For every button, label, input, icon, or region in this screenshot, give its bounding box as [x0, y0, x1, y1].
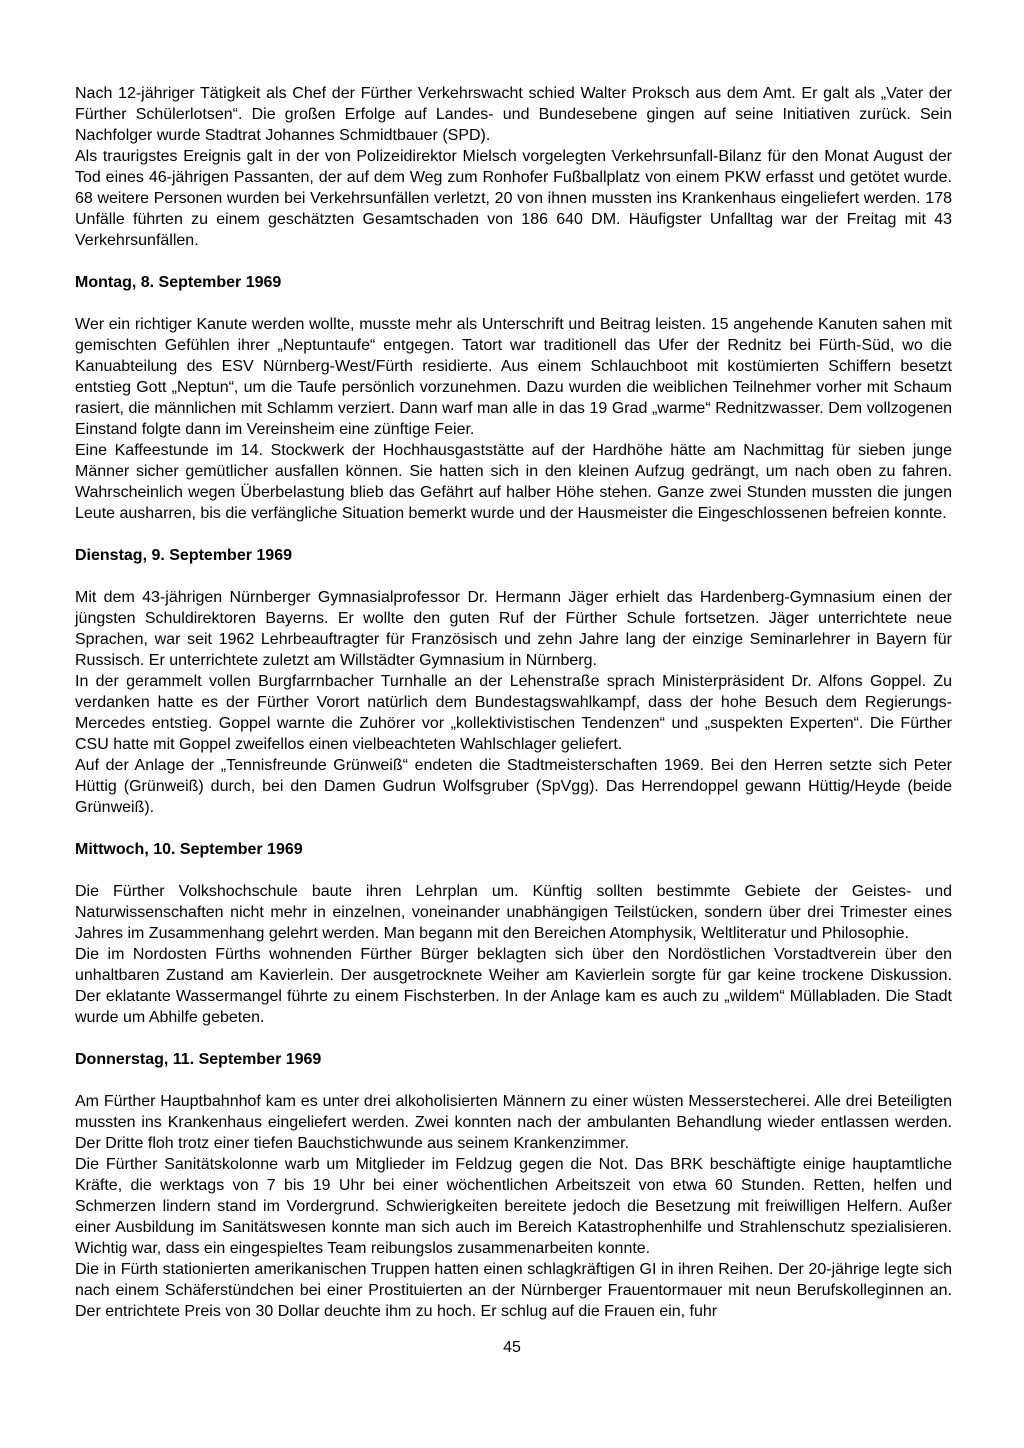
section-heading-montag: Montag, 8. September 1969 — [75, 274, 282, 291]
section-heading-donnerstag: Donnerstag, 11. September 1969 — [75, 1051, 322, 1068]
section-heading-mittwoch: Mittwoch, 10. September 1969 — [75, 841, 303, 858]
document-body — [75, 83, 952, 1322]
paragraph-volkshochschule: Die Fürther Volkshochschule baute ihren Lehrplan um. Künftig sollten bestimmte Gebiete der Geistes- und Naturwissenschaften nicht mehr in einzelnen, voneinander unabhängigen Teilstücken, sondern über drei Trimester eines Jahres im Zusammenhang gelehrt werden. Man begann mit den Bereichen Atomphysik, Weltliteratur und Philosophie. — [75, 883, 952, 942]
section-heading-dienstag: Dienstag, 9. September 1969 — [75, 547, 292, 564]
intro-paragraph-unfallbilanz: Als traurigstes Ereignis galt in der von Polizeidirektor Mielsch vorgelegten Verkehrsunfall-Bilanz für den Monat August der Tod eines 46-jährigen Passanten, der auf dem Weg zum Ronhofer Fußballplatz von einem PKW erfasst und getötet wurde. 68 weitere Personen wurden bei Verkehrsunfällen verletzt, 20 von ihnen mussten ins Krankenhaus eingeliefert werden. 178 Unfälle führten zu einem geschätzten Gesamtschaden von 186 640 DM. Häufigster Unfalltag war der Freitag mit 43 Verkehrsunfällen. — [75, 148, 952, 249]
paragraph-kavierlein: Die im Nordosten Fürths wohnenden Fürther Bürger beklagten sich über den Nordöstlichen Vorstadtverein über den unhaltbaren Zustand am Kavierlein. Der ausgetrocknete Weiher am Kavierlein sorgte für gar keine trockene Diskussion. Der eklatante Wassermangel führte zu einem Fischsterben. In der Anlage kam es auch zu „wildem“ Müllabladen. Die Stadt wurde um Abhilfe gebeten. — [75, 946, 952, 1026]
paragraph-gymnasium: Mit dem 43-jährigen Nürnberger Gymnasialprofessor Dr. Hermann Jäger erhielt das Hardenberg-Gymnasium einen der jüngsten Schuldirektoren Bayerns. Er wollte den guten Ruf der Fürther Schule fortsetzen. Jäger unterrichtete neue Sprachen, war seit 1962 Lehrbeauftragter für Französisch und zehn Jahre lang der einzige Seminarlehrer in Bayern für Russisch. Er unterrichtete zuletzt am Willstädter Gymnasium in Nürnberg. — [75, 589, 952, 669]
paragraph-goppel: In der gerammelt vollen Burgfarrnbacher Turnhalle an der Lehenstraße sprach Ministerpräsident Dr. Alfons Goppel. Zu verdanken hatte es der Fürther Vorort natürlich dem Bundestagswahlkampf, dass der hohe Besuch dem Regierungs-Mercedes entstieg. Goppel warnte die Zuhörer vor „kollektivistischen Tendenzen“ und „suspekten Experten“. Die Fürther CSU hatte mit Goppel zweifellos einen vielbeachteten Wahlschlager geliefert. — [75, 673, 952, 753]
page-number: 45 — [503, 1339, 521, 1356]
paragraph-aufzug: Eine Kaffeestunde im 14. Stockwerk der Hochhausgaststätte auf der Hardhöhe hätte am Nachmittag für sieben junge Männer sicher gemütlicher ausfallen können. Sie hatten sich in den kleinen Aufzug gedrängt, um nach oben zu fahren. Wahrscheinlich wegen Überbelastung blieb das Gefährt auf halber Höhe stehen. Ganze zwei Stunden mussten die jungen Leute ausharren, bis die verfängliche Situation bemerkt wurde und der Hausmeister die Eingeschlossenen befreien konnte. — [75, 442, 952, 522]
intro-paragraph-verkehrswacht: Nach 12-jähriger Tätigkeit als Chef der Fürther Verkehrswacht schied Walter Proksch aus dem Amt. Er galt als „Vater der Fürther Schülerlotsen“. Die großen Erfolge auf Landes- und Bundesebene gingen auf seine Initiativen zurück. Sein Nachfolger wurde Stadtrat Johannes Schmidtbauer (SPD). — [75, 85, 952, 144]
paragraph-sanitaetskolonne: Die Fürther Sanitätskolonne warb um Mitglieder im Feldzug gegen die Not. Das BRK beschäftigte einige hauptamtliche Kräfte, die werktags von 7 bis 19 Uhr bei einer wöchentlichen Arbeitszeit von etwa 60 Stunden. Retten, helfen und Schmerzen lindern stand im Vordergrund. Schwierigkeiten bereitete jedoch die Besetzung mit freiwilligen Helfern. Außer einer Ausbildung im Sanitätswesen konnte man sich auch im Bereich Katastrophenhilfe und Strahlenschutz spezialisieren. Wichtig war, dass ein eingespieltes Team reibungslos zusammenarbeiten konnte. — [75, 1156, 952, 1257]
paragraph-neptuntaufe: Wer ein richtiger Kanute werden wollte, musste mehr als Unterschrift und Beitrag leisten. 15 angehende Kanuten sahen mit gemischten Gefühlen ihrer „Neptuntaufe“ entgegen. Tatort war traditionell das Ufer der Rednitz bei Fürth-Süd, wo die Kanuabteilung des ESV Nürnberg-West/Fürth residierte. Aus einem Schlauchboot mit kostümierten Schiffern besetzt entstieg Gott „Neptun“, um die Taufe persönlich vorzunehmen. Dazu wurden die weiblichen Teilnehmer vorher mit Schaum rasiert, die männlichen mit Schlamm verziert. Dann warf man alle in das 19 Grad „warme“ Rednitzwasser. Dem vollzogenen Einstand folgte dann im Vereinsheim eine zünftige Feier. — [75, 316, 952, 438]
paragraph-gi: Die in Fürth stationierten amerikanischen Truppen hatten einen schlagkräftigen GI in ihren Reihen. Der 20-jährige legte sich nach einem Schäferstündchen bei einer Prostituierten an der Nürnberger Frauentormauer mit neun Berufskolleginnen an. Der entrichtete Preis von 30 Dollar deuchte ihm zu hoch. Er schlug auf die Frauen ein, fuhr — [75, 1261, 952, 1320]
paragraph-messerstecherei: Am Fürther Hauptbahnhof kam es unter drei alkoholisierten Männern zu einer wüsten Messerstecherei. Alle drei Beteiligten mussten ins Krankenhaus eingeliefert werden. Zwei konnten nach der ambulanten Behandlung wieder entlassen werden. Der Dritte floh trotz einer tiefen Bauchstichwunde aus seinem Krankenzimmer. — [75, 1093, 952, 1152]
paragraph-tennis: Auf der Anlage der „Tennisfreunde Grünweiß“ endeten die Stadtmeisterschaften 1969. Bei den Herren setzte sich Peter Hüttig (Grünweiß) durch, bei den Damen Gudrun Wolfsgruber (SpVgg). Das Herrendoppel gewann Hüttig/Heyde (beide Grünweiß). — [75, 757, 952, 816]
